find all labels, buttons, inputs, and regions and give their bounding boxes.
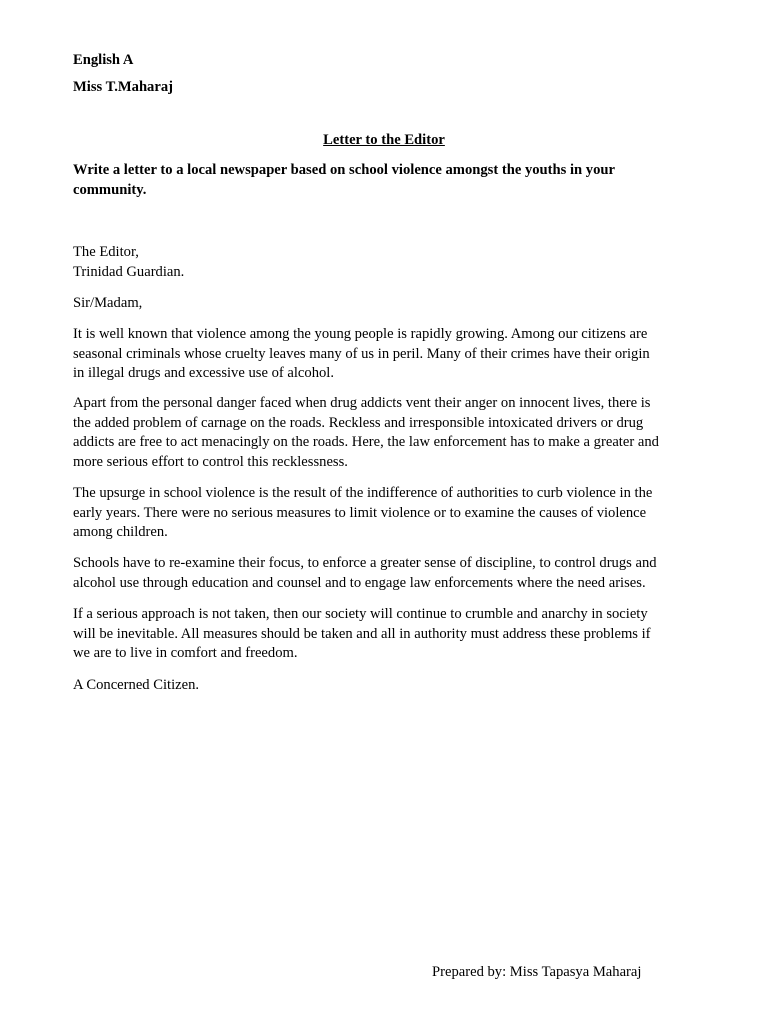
document-title: Letter to the Editor: [323, 132, 445, 148]
subject-line: English A: [73, 52, 134, 68]
prompt-line: Write a letter to a local newspaper based on school violence amongst the youths in your: [73, 162, 615, 178]
letter-paragraph-5: [73, 605, 701, 664]
paragraph-line: Apart from the personal danger faced when drug addicts vent their anger on innocent lives, there is: [73, 395, 651, 411]
address-line: The Editor,: [73, 244, 139, 260]
signoff: A Concerned Citizen.: [73, 677, 200, 693]
teacher-line: Miss T.Maharaj: [73, 79, 173, 95]
paragraph-line: early years. There were no serious measures to limit violence or to examine the causes of violence: [73, 504, 647, 521]
paragraph-line: Schools have to re-examine their focus, to enforce a greater sense of discipline, to control drugs and: [73, 555, 657, 571]
address-line: Trinidad Guardian.: [73, 263, 185, 280]
paragraph-line: seasonal criminals whose cruelty leaves many of us in peril. Many of their crimes have their origin: [73, 345, 650, 362]
paragraph-line: among children.: [73, 524, 168, 540]
paragraph-line: The upsurge in school violence is the result of the indifference of authorities to curb violence in the: [73, 485, 653, 501]
paragraph-line: alcohol use through education and counsel and to engage law enforcements where the need arises.: [73, 574, 646, 591]
prepared-by-footer: Prepared by: Miss Tapasya Maharaj: [432, 964, 642, 980]
paragraph-line: addicts are free to act menacingly on the roads. Here, the law enforcement has to make a greater and: [73, 434, 659, 450]
recipient-address: [73, 243, 701, 282]
paragraph-line: will be inevitable. All measures should be taken and all in authority must address these problems if: [73, 625, 651, 642]
paragraph-line: in illegal drugs and excessive use of alcohol.: [73, 365, 334, 381]
letter-paragraph-2: [73, 394, 701, 472]
paragraph-line: the added problem of carnage on the roads. Reckless and irresponsible intoxicated drivers or drug: [73, 414, 644, 431]
assignment-prompt: [73, 161, 701, 200]
paragraph-line: we are to live in comfort and freedom.: [73, 645, 298, 661]
paragraph-line: It is well known that violence among the young people is rapidly growing. Among our citizens are: [73, 326, 648, 342]
letter-paragraph-3: [73, 484, 701, 543]
letter-paragraph-4: [73, 554, 701, 593]
letter-paragraph-1: [73, 325, 701, 384]
paragraph-line: If a serious approach is not taken, then our society will continue to crumble and anarchy in society: [73, 606, 648, 622]
salutation: Sir/Madam,: [73, 295, 143, 311]
prompt-line: community.: [73, 181, 147, 198]
paragraph-line: more serious effort to control this recklessness.: [73, 453, 348, 470]
